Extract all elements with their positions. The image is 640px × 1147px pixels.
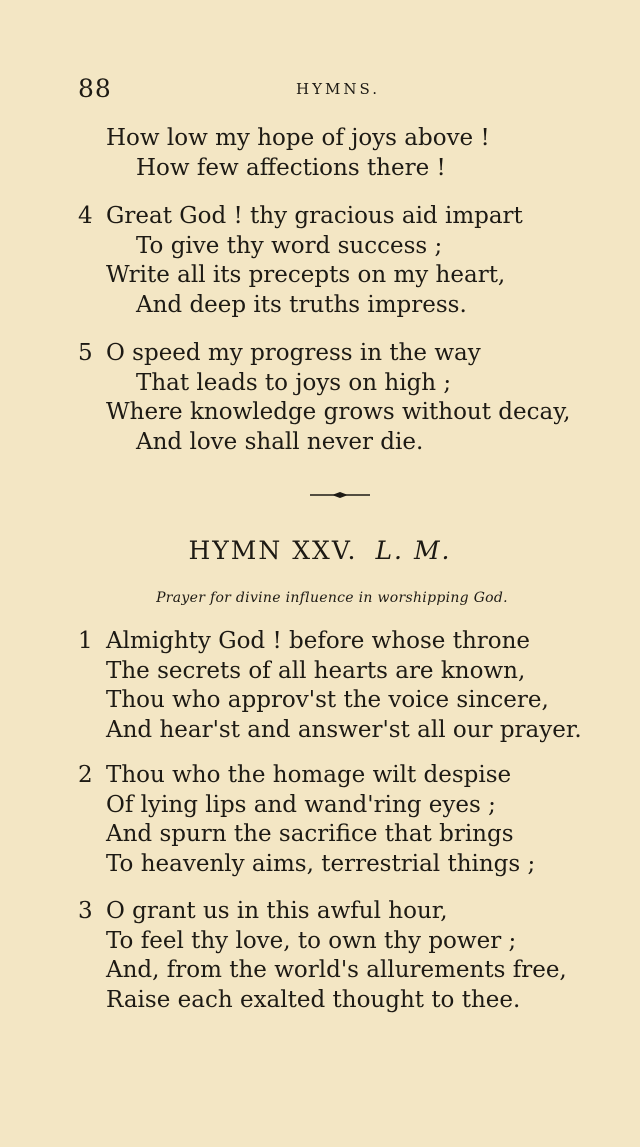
stanza-3 [78,897,618,1015]
verse-line: 2 Thou who the homage wilt despise [78,761,618,791]
verse-line: The secrets of all hearts are known, [106,657,526,684]
stanza-1 [78,627,618,745]
verse-line: Thou who approv'st the voice sincere, [106,687,549,713]
verse-line: 4 Great God ! thy gracious aid impart [78,202,618,232]
stanza-number: 3 [78,898,93,924]
verse-line: And deep its truths impress. [136,291,467,318]
ornament-divider [310,491,370,499]
stanza-2 [78,761,618,879]
verse-line: 5 O speed my progress in the way [78,339,618,369]
verse-line: To feel thy love, to own thy power ; [106,927,517,954]
verse-line: Of lying lips and wand'ring eyes ; [106,791,496,818]
stanza-number: 5 [78,340,93,366]
hymn-number: HYMN XXV. [188,536,358,565]
verse-line: How few affections there ! [136,154,446,181]
verse-line: And hear'st and answer'st all our prayer. [106,716,582,743]
verse-line: And spurn the sacrifice that brings [106,821,514,847]
stanza-4 [78,202,618,320]
stanza-5 [78,339,618,457]
stanza-number: 1 [78,628,93,654]
verse-line: How low my hope of joys above ! [106,125,490,151]
stanza-number: 4 [78,203,93,229]
hymn-title [0,536,640,565]
verse-line: Raise each exalted thought to thee. [106,986,521,1013]
hymn-subtitle: Prayer for divine influence in worshipping God. [156,590,508,606]
page-number: 88 [78,74,112,103]
stanza-number: 2 [78,762,93,788]
verse-line: To give thy word success ; [136,232,443,259]
stanza-continued [78,124,618,183]
verse-line: 3 O grant us in this awful hour, [78,897,618,927]
verse-line: That leads to joys on high ; [136,369,452,396]
running-title: HYMNS. [296,80,380,98]
page-header [78,74,640,104]
verse-line: Where knowledge grows without decay, [106,399,571,425]
verse-line: And love shall never die. [136,428,424,455]
verse-line: Write all its precepts on my heart, [106,262,506,288]
hymn-meter: L. M. [375,536,452,565]
verse-line: And, from the world's allurements free, [106,957,567,983]
verse-line: 1 Almighty God ! before whose throne [78,627,618,657]
verse-line: To heavenly aims, terrestrial things ; [106,850,536,877]
